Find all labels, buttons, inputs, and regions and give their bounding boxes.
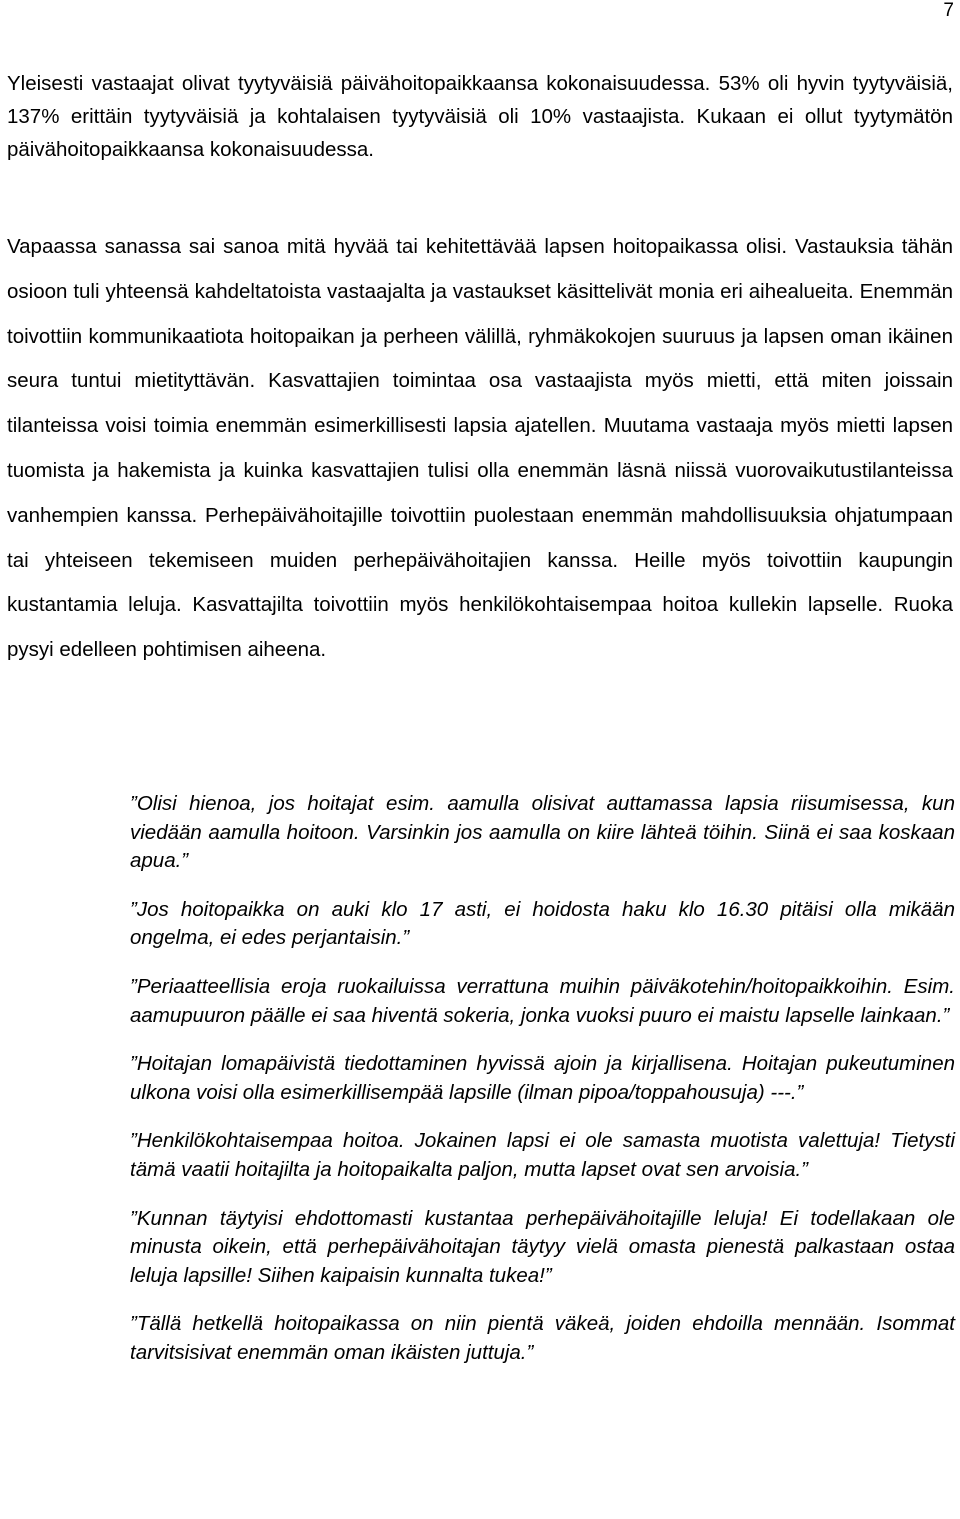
quote-item: ”Kunnan täytyisi ehdottomasti kustantaa perhepäivähoitajille leluja! Ei todellakaan ole minusta oikein, että perhepäivähoitajan täytyy vielä omasta pienestä palkastaan ostaa leluja lapsille! Siihen kaipaisin kunnalta tukea!” [130, 1206, 955, 1287]
quote-item: ”Tällä hetkellä hoitopaikassa on niin pientä väkeä, joiden ehdoilla mennään. Isommat tarvitsisivat enemmän oman ikäisten juttuja.” [130, 1312, 955, 1364]
paragraph-free-comments: Vapaassa sanassa sai sanoa mitä hyvää tai kehitettävää lapsen hoitopaikassa olisi. Vastauksia tähän osioon tuli yhteensä kahdeltatoista vastaajalta ja vastaukset käsittelivät monia eri aihealueita. Enemmän toivottiin kommunikaatiota hoitopaikan ja perheen välillä, ryhmäkokojen suuruus ja lapsen oman ikäinen seura tuntui mietityttävän. Kasvattajien toimintaa osa vastaajista myös mietti, että miten joissain tilanteissa voisi toimia enemmän esimerkillisesti lapsia ajatellen. Muutama vastaaja myös mietti lapsen tuomista ja hakemista ja kuinka kasvattajien tulisi olla enemmän läsnä niissä vuorovaikutustilanteissa vanhempien kanssa. Perhepäivähoitajille toivottiin puolestaan enemmän mahdollisuuksia ohjatumpaan tai yhteiseen tekemiseen muiden perhepäivähoitajien kanssa. Heille myös toivottiin kaupungin kustantamia leluja. Kasvattajilta toivottiin myös henkilökohtaisempaa hoitoa kullekin lapselle. Ruoka pysyi edelleen pohtimisen aiheena. [7, 235, 953, 662]
quote-item: ”Periaatteellisia eroja ruokailuissa verrattuna muihin päiväkotehin/hoitopaikkoihin. Esim. aamupuuron päälle ei saa hiventä sokeria, jonka vuoksi puuro ei maistu lapselle lainkaan.” [130, 974, 955, 1027]
quote-list [130, 790, 955, 1388]
page-number: 7 [943, 0, 954, 21]
paragraph-satisfaction: Yleisesti vastaajat olivat tyytyväisiä päivähoitopaikkaansa kokonaisuudessa. 53% oli hyvin tyytyväisiä, 137% erittäin tyytyväisiä ja kohtalaisen tyytyväisiä oli 10% vastaajista. Kukaan ei ollut tyytymätön päivähoitopaikkaansa kokonaisuudessa. [7, 72, 953, 161]
quote-item: ”Jos hoitopaikka on auki klo 17 asti, ei hoidosta haku klo 16.30 pitäisi olla mikään ongelma, ei edes perjantaisin.” [130, 897, 955, 950]
quote-item: ”Hoitajan lomapäivistä tiedottaminen hyvissä ajoin ja kirjallisena. Hoitajan pukeutuminen ulkona voisi olla esimerkillisempää lapsille (ilman pipoa/toppahousuja) ---.” [130, 1052, 955, 1104]
quote-item: ”Olisi hienoa, jos hoitajat esim. aamulla olisivat auttamassa lapsia riisumisessa, kun viedään aamulla hoitoon. Varsinkin jos aamulla on kiire lähteä töihin. Siinä ei saa koskaan apua.” [130, 792, 955, 873]
quote-item: ”Henkilökohtaisempaa hoitoa. Jokainen lapsi ei ole samasta muotista valettuja! Tietysti tämä vaatii hoitajilta ja hoitopaikalta paljon, mutta lapset ovat sen arvoisia.” [130, 1129, 955, 1181]
